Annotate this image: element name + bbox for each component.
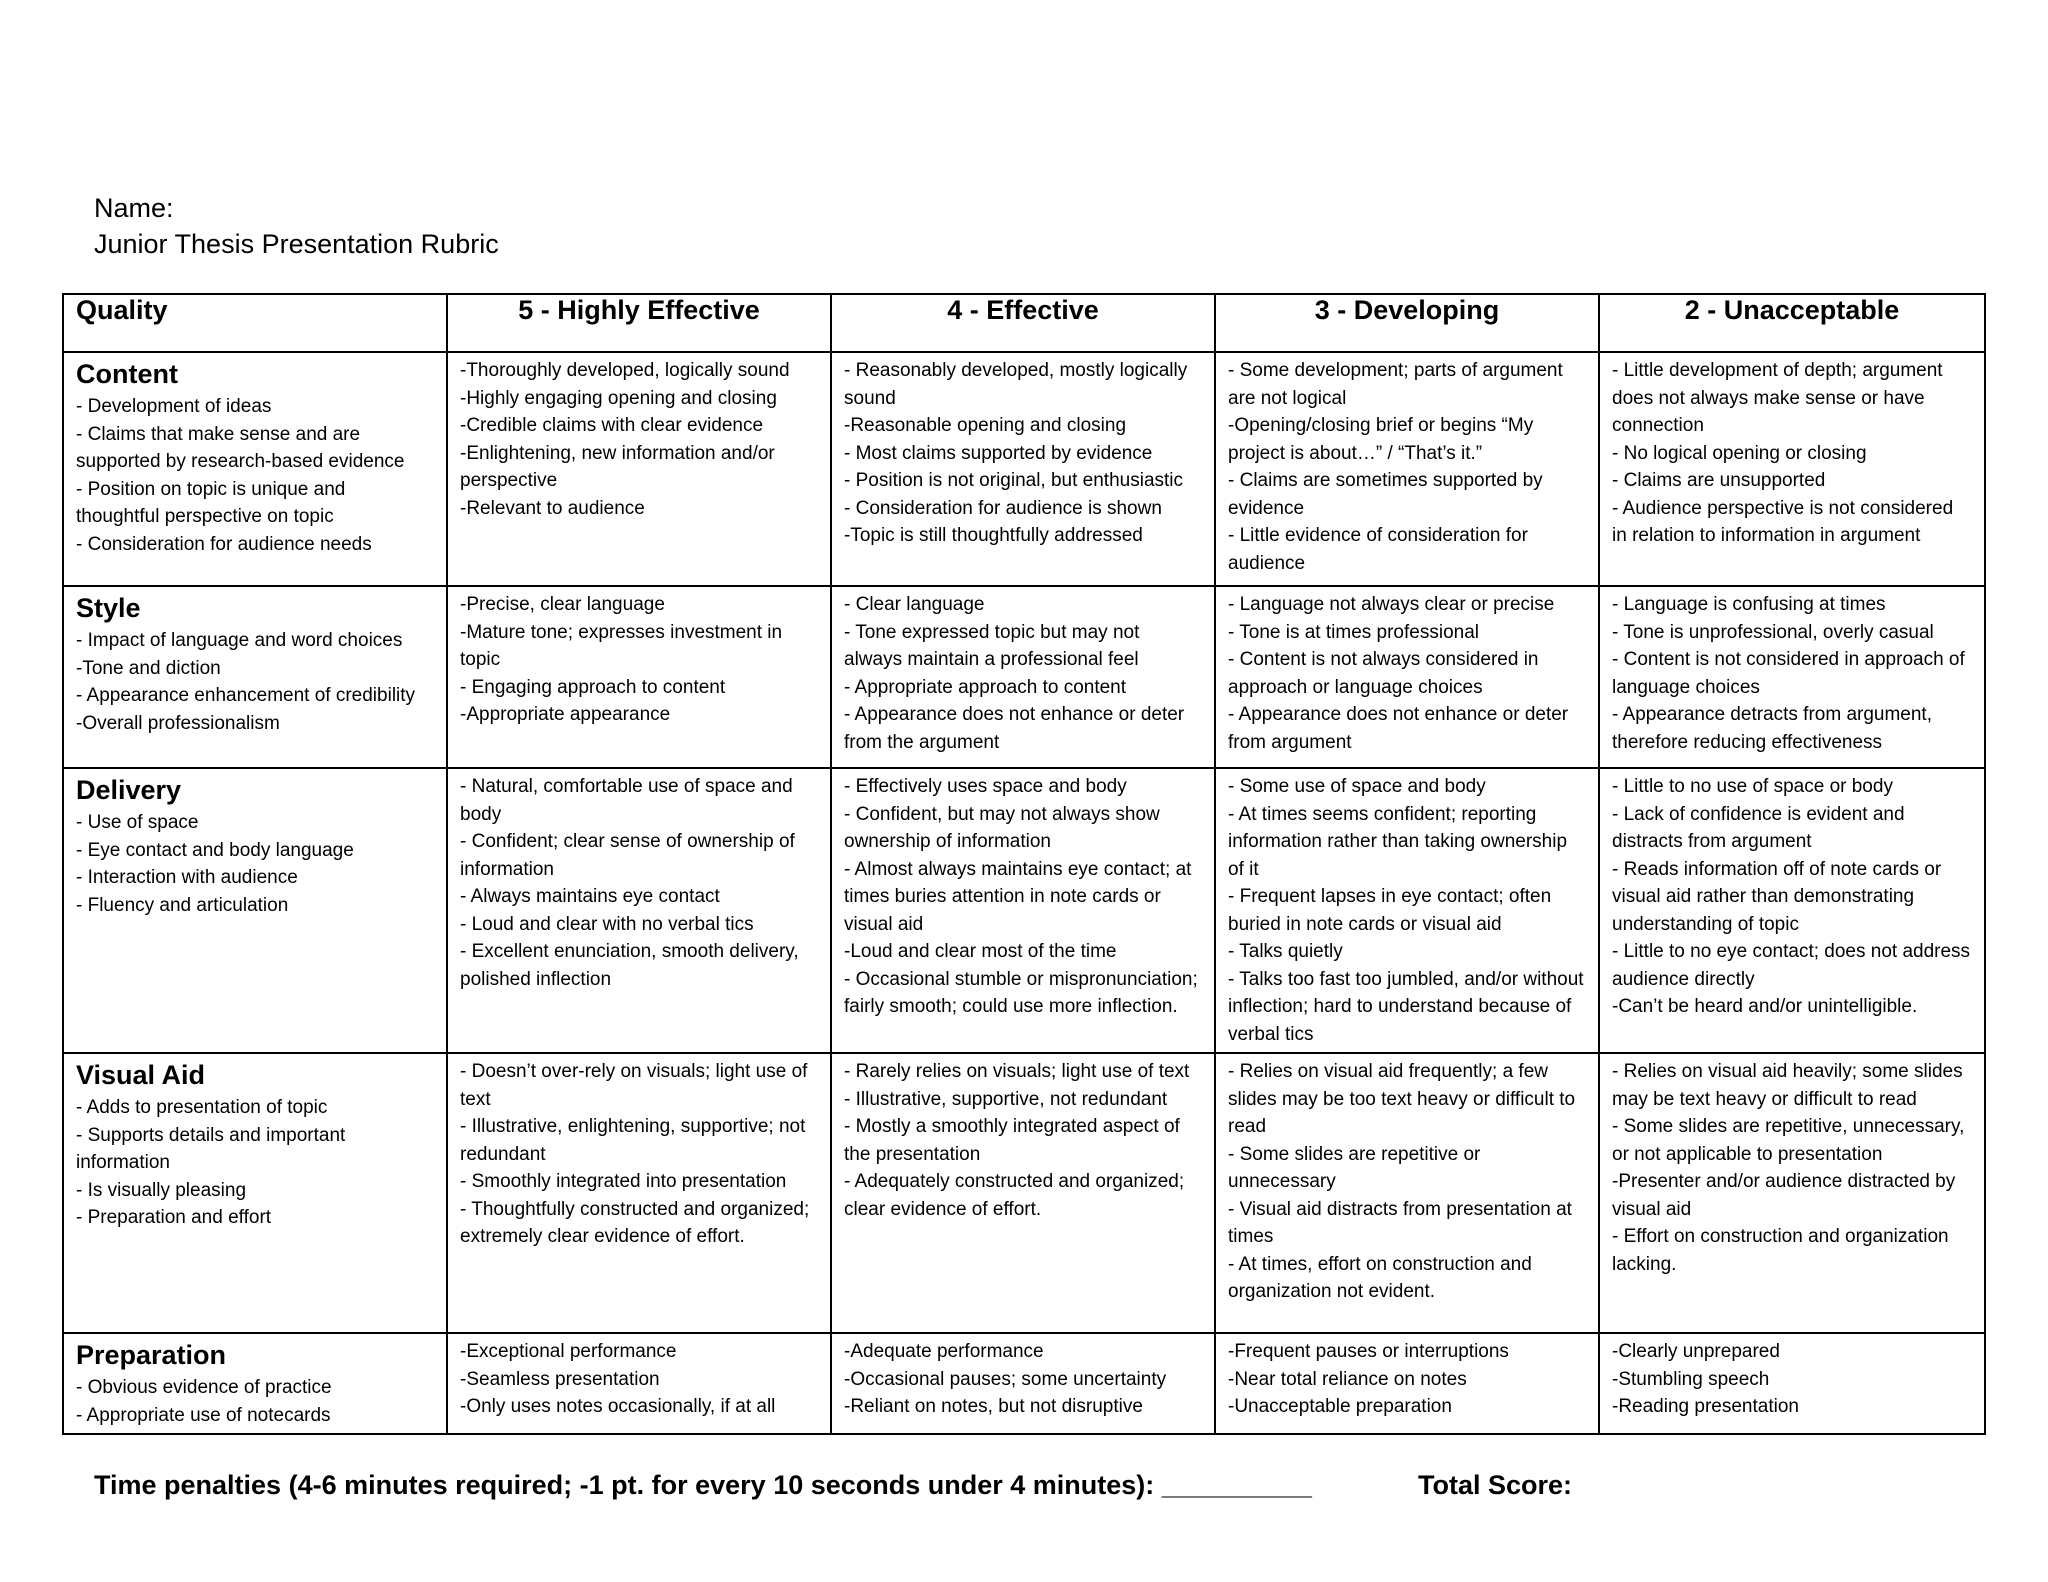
level-cell-effective	[831, 1333, 1215, 1434]
descriptor: - Tone expressed topic but may not always maintain a professional feel	[844, 621, 1140, 670]
descriptor: - Adequately constructed and organized; clear evidence of effort.	[844, 1171, 1185, 1220]
descriptor: -Clearly unprepared	[1612, 1341, 1780, 1362]
level-cell-highly-effective	[447, 768, 831, 1053]
descriptor: -Unacceptable preparation	[1228, 1396, 1452, 1417]
criterion: -Tone and diction	[76, 657, 221, 679]
descriptor: -Adequate performance	[844, 1341, 1044, 1362]
descriptor: - Position is not original, but enthusiastic	[844, 470, 1184, 491]
descriptor: - Excellent enunciation, smooth delivery, polished inflection	[460, 941, 799, 990]
descriptor: - Language not always clear or precise	[1228, 594, 1555, 615]
rubric-table	[62, 293, 1986, 1435]
criterion: - Fluency and articulation	[76, 894, 289, 916]
name-label: Name:	[94, 193, 174, 223]
level-cell-highly-effective	[447, 586, 831, 768]
level-cell-effective	[831, 586, 1215, 768]
descriptor: - Little development of depth; argument does not always make sense or have connection	[1612, 360, 1943, 436]
descriptor: - Little to no eye contact; does not address audience directly	[1612, 941, 1971, 990]
quality-title: Delivery	[76, 775, 182, 805]
time-penalties-line: Time penalties (4-6 minutes required; -1 pt. for every 10 seconds under 4 minutes): __________	[94, 1470, 1312, 1500]
level-cell-unacceptable	[1599, 352, 1985, 586]
descriptor: - Lack of confidence is evident and distracts from argument	[1612, 803, 1905, 852]
quality-cell	[63, 1053, 447, 1333]
descriptor: - Loud and clear with no verbal tics	[460, 913, 754, 935]
descriptor: - Thoughtfully constructed and organized; extremely clear evidence of effort.	[460, 1198, 810, 1247]
quality-title: Content	[76, 359, 178, 389]
table-row	[63, 1333, 1985, 1434]
level-cell-unacceptable	[1599, 768, 1985, 1053]
table-row	[63, 1053, 1985, 1333]
criterion: - Appearance enhancement of credibility	[76, 685, 416, 706]
table-row	[63, 768, 1985, 1053]
criterion: - Interaction with audience	[76, 867, 298, 888]
descriptor: - Tone is at times professional	[1228, 621, 1479, 643]
descriptor: -Occasional pauses; some uncertainty	[844, 1368, 1167, 1390]
descriptor: - Almost always maintains eye contact; at times buries attention in note cards or visual aid	[844, 858, 1192, 935]
level-cell-highly-effective	[447, 352, 831, 586]
descriptor: -Highly engaging opening and closing	[460, 387, 777, 409]
descriptor: - Some development; parts of argument are not logical	[1228, 360, 1563, 409]
descriptor: - Some slides are repetitive or unnecessary	[1228, 1143, 1481, 1192]
level-cell-unacceptable	[1599, 1053, 1985, 1333]
document-header	[94, 190, 499, 262]
descriptor: - Appropriate approach to content	[844, 676, 1127, 698]
document-title: Junior Thesis Presentation Rubric	[94, 229, 499, 259]
total-score-label: Total Score:	[1418, 1470, 1573, 1500]
criterion: - Position on topic is unique and thoughtful perspective on topic	[76, 478, 346, 527]
descriptor: -Appropriate appearance	[460, 704, 671, 725]
descriptor: -Only uses notes occasionally, if at all	[460, 1396, 776, 1417]
descriptor: - Relies on visual aid heavily; some slides may be text heavy or difficult to read	[1612, 1061, 1963, 1110]
descriptor: -Stumbling speech	[1612, 1368, 1770, 1390]
header-quality: Quality	[63, 294, 447, 352]
criterion: - Appropriate use of notecards	[76, 1404, 331, 1426]
descriptor: -Enlightening, new information and/or perspective	[460, 442, 775, 491]
descriptor: -Opening/closing brief or begins “My project is about…” / “That’s it.”	[1228, 415, 1534, 464]
header-effective: 4 - Effective	[831, 294, 1215, 352]
descriptor: - Always maintains eye contact	[460, 886, 720, 907]
descriptor: - Effort on construction and organization lacking.	[1612, 1226, 1949, 1275]
criterion: - Impact of language and word choices	[76, 630, 403, 651]
level-cell-effective	[831, 768, 1215, 1053]
descriptor: - Talks too fast too jumbled, and/or without inflection; hard to understand because of verbal tics	[1228, 968, 1584, 1045]
criterion: -Overall professionalism	[76, 712, 280, 734]
criterion: - Supports details and important information	[76, 1124, 346, 1173]
descriptor: -Thoroughly developed, logically sound	[460, 360, 790, 381]
descriptor: -Reading presentation	[1612, 1396, 1799, 1417]
header-row	[63, 294, 1985, 352]
descriptor: -Credible claims with clear evidence	[460, 415, 764, 436]
descriptor: - Claims are unsupported	[1612, 470, 1826, 491]
descriptor: - Illustrative, enlightening, supportive; not redundant	[460, 1116, 806, 1165]
descriptor: -Relevant to audience	[460, 497, 645, 519]
descriptor: -Can’t be heard and/or unintelligible.	[1612, 996, 1918, 1017]
descriptor: - Talks quietly	[1228, 941, 1343, 962]
descriptor: - Illustrative, supportive, not redundant	[844, 1088, 1168, 1110]
descriptor: - Mostly a smoothly integrated aspect of the presentation	[844, 1116, 1180, 1165]
descriptor: - At times seems confident; reporting information rather than taking ownership of it	[1228, 803, 1568, 880]
quality-title: Style	[76, 593, 141, 623]
header-unacceptable: 2 - Unacceptable	[1599, 294, 1985, 352]
level-cell-developing	[1215, 352, 1599, 586]
criterion: - Consideration for audience needs	[76, 533, 372, 555]
table-row	[63, 586, 1985, 768]
level-cell-developing	[1215, 586, 1599, 768]
descriptor: -Frequent pauses or interruptions	[1228, 1341, 1509, 1362]
descriptor: - Language is confusing at times	[1612, 594, 1886, 615]
descriptor: -Near total reliance on notes	[1228, 1368, 1467, 1390]
descriptor: - Tone is unprofessional, overly casual	[1612, 621, 1934, 643]
descriptor: - No logical opening or closing	[1612, 442, 1867, 464]
descriptor: - Visual aid distracts from presentation at times	[1228, 1198, 1572, 1247]
descriptor: -Presenter and/or audience distracted by visual aid	[1612, 1171, 1956, 1220]
descriptor: - Little to no use of space or body	[1612, 776, 1893, 797]
level-cell-unacceptable	[1599, 586, 1985, 768]
descriptor: - Effectively uses space and body	[844, 776, 1127, 797]
quality-title: Preparation	[76, 1340, 227, 1370]
descriptor: -Precise, clear language	[460, 594, 665, 615]
descriptor: -Topic is still thoughtfully addressed	[844, 525, 1143, 546]
quality-cell	[63, 352, 447, 586]
descriptor: - Appearance detracts from argument, therefore reducing effectiveness	[1612, 704, 1932, 753]
quality-cell	[63, 768, 447, 1053]
descriptor: - Some use of space and body	[1228, 776, 1486, 797]
descriptor: - Confident, but may not always show ownership of information	[844, 803, 1160, 852]
descriptor: - Engaging approach to content	[460, 676, 726, 698]
descriptor: - Clear language	[844, 594, 985, 615]
criterion: - Development of ideas	[76, 396, 272, 417]
descriptor: -Loud and clear most of the time	[844, 941, 1117, 962]
descriptor: - Reasonably developed, mostly logically sound	[844, 360, 1188, 409]
descriptor: - Occasional stumble or mispronunciation; fairly smooth; could use more inflection.	[844, 968, 1198, 1017]
level-cell-effective	[831, 1053, 1215, 1333]
quality-cell	[63, 1333, 447, 1434]
quality-cell	[63, 586, 447, 768]
criterion: - Claims that make sense and are supported by research-based evidence	[76, 423, 405, 472]
criterion: - Is visually pleasing	[76, 1179, 247, 1201]
descriptor: - Relies on visual aid frequently; a few slides may be too text heavy or difficult to read	[1228, 1061, 1576, 1137]
descriptor: - Content is not always considered in approach or language choices	[1228, 649, 1539, 698]
criterion: - Preparation and effort	[76, 1207, 272, 1228]
criterion: - Eye contact and body language	[76, 839, 354, 861]
descriptor: - Consideration for audience is shown	[844, 497, 1162, 519]
descriptor: - Appearance does not enhance or deter from the argument	[844, 704, 1185, 753]
descriptor: - Most claims supported by evidence	[844, 442, 1153, 464]
level-cell-developing	[1215, 768, 1599, 1053]
descriptor: -Seamless presentation	[460, 1368, 660, 1390]
level-cell-highly-effective	[447, 1333, 831, 1434]
header-highly-effective: 5 - Highly Effective	[447, 294, 831, 352]
descriptor: - Natural, comfortable use of space and body	[460, 776, 793, 825]
descriptor: - Rarely relies on visuals; light use of text	[844, 1061, 1190, 1082]
level-cell-effective	[831, 352, 1215, 586]
descriptor: - Some slides are repetitive, unnecessary, or not applicable to presentation	[1612, 1116, 1965, 1165]
quality-title: Visual Aid	[76, 1060, 206, 1090]
level-cell-unacceptable	[1599, 1333, 1985, 1434]
header-developing: 3 - Developing	[1215, 294, 1599, 352]
descriptor: - Confident; clear sense of ownership of information	[460, 831, 795, 880]
descriptor: - Content is not considered in approach of language choices	[1612, 649, 1965, 698]
descriptor: -Mature tone; expresses investment in topic	[460, 621, 783, 670]
descriptor: - Appearance does not enhance or deter from argument	[1228, 704, 1569, 753]
descriptor: - Doesn’t over-rely on visuals; light use of text	[460, 1061, 808, 1110]
descriptor: -Reasonable opening and closing	[844, 415, 1127, 436]
descriptor: - Reads information off of note cards or visual aid rather than demonstrating understanding of topic	[1612, 858, 1942, 935]
descriptor: - Little evidence of consideration for audience	[1228, 525, 1528, 574]
criterion: - Obvious evidence of practice	[76, 1377, 332, 1398]
descriptor: - Smoothly integrated into presentation	[460, 1171, 787, 1192]
descriptor: - At times, effort on construction and organization not evident.	[1228, 1253, 1532, 1302]
level-cell-developing	[1215, 1053, 1599, 1333]
level-cell-developing	[1215, 1333, 1599, 1434]
descriptor: -Exceptional performance	[460, 1341, 677, 1362]
descriptor: - Claims are sometimes supported by evidence	[1228, 470, 1543, 519]
level-cell-highly-effective	[447, 1053, 831, 1333]
criterion: - Adds to presentation of topic	[76, 1097, 328, 1118]
descriptor: - Audience perspective is not considered in relation to information in argument	[1612, 497, 1954, 546]
descriptor: - Frequent lapses in eye contact; often buried in note cards or visual aid	[1228, 886, 1552, 935]
descriptor: -Reliant on notes, but not disruptive	[844, 1396, 1143, 1417]
table-row	[63, 352, 1985, 586]
criterion: - Use of space	[76, 812, 199, 833]
